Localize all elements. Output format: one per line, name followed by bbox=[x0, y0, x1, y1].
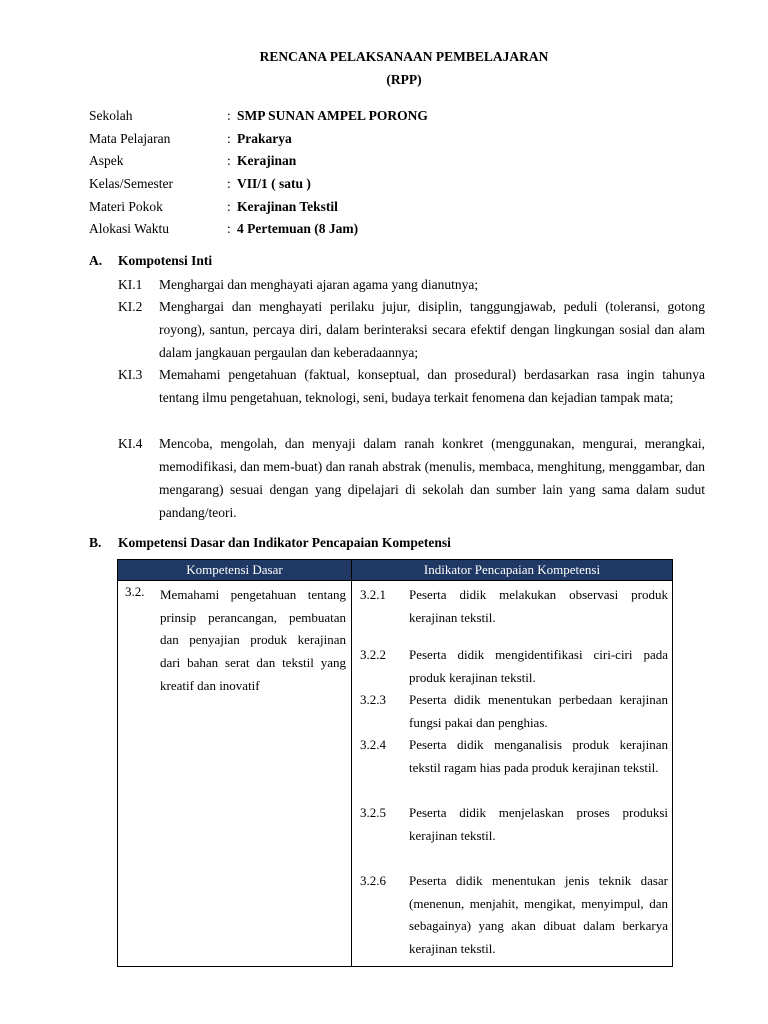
column-header-indikator: Indikator Pencapaian Kompetensi bbox=[352, 560, 673, 581]
section-letter: B. bbox=[89, 535, 102, 550]
indicator-item bbox=[360, 644, 668, 689]
identity-colon: : bbox=[227, 131, 231, 146]
table-header-row bbox=[118, 560, 673, 581]
section-b-heading bbox=[89, 533, 451, 553]
identity-label: Materi Pokok bbox=[89, 199, 163, 214]
section-title: Kompotensi Inti bbox=[118, 253, 213, 268]
kd-text: Memahami pengetahuan tentang prinsip perancangan, pembuatan dan penyajian produk kerajinan dari bahan serat dan tekstil yang kreatif dan inovatif bbox=[160, 587, 346, 693]
identity-value: 4 Pertemuan (8 Jam) bbox=[237, 221, 359, 236]
ki-code: KI.3 bbox=[118, 367, 143, 382]
ki-item-4 bbox=[118, 432, 705, 524]
ki-text: Menghargai dan menghayati ajaran agama yang dianutnya; bbox=[159, 277, 479, 292]
identity-label: Aspek bbox=[89, 153, 124, 168]
ki-item-3 bbox=[118, 363, 705, 409]
identity-value: Kerajinan Tekstil bbox=[237, 199, 338, 214]
indicator-item bbox=[360, 584, 668, 629]
ki-code: KI.2 bbox=[118, 299, 143, 314]
ki-text: Menghargai dan menghayati perilaku jujur, disiplin, tanggungjawab, peduli (toleransi, gotong royong), santun, percaya diri, dalam berinteraksi secara efektif dengan lingkungan sosial dan alam dalam jangkauan pergaulan dan keberadaannya; bbox=[159, 299, 705, 360]
identity-label: Sekolah bbox=[89, 108, 133, 123]
indicator-cell bbox=[352, 581, 673, 967]
section-letter: A. bbox=[89, 253, 103, 268]
indicator-item bbox=[360, 870, 668, 961]
indicator-number: 3.2.1 bbox=[360, 587, 386, 602]
identity-label: Alokasi Waktu bbox=[89, 221, 170, 236]
identity-label: Mata Pelajaran bbox=[89, 131, 171, 146]
ki-code: KI.1 bbox=[118, 277, 143, 292]
identity-colon: : bbox=[227, 176, 231, 191]
indicator-text: Peserta didik melakukan observasi produk kerajinan tekstil. bbox=[409, 587, 668, 625]
indicator-text: Peserta didik menentukan jenis teknik dasar (menenun, menjahit, mengikat, menyimpul, dan sebagainya) yang akan dibuat dalam berkarya kerajinan tekstil. bbox=[409, 873, 668, 957]
ki-item-2 bbox=[118, 295, 705, 364]
indicator-number: 3.2.5 bbox=[360, 805, 386, 820]
competency-table bbox=[117, 559, 673, 967]
document-title: RENCANA PELAKSANAAN PEMBELAJARAN bbox=[259, 49, 549, 64]
ki-code: KI.4 bbox=[118, 436, 143, 451]
identity-value: VII/1 ( satu ) bbox=[237, 176, 311, 191]
identity-value: Kerajinan bbox=[237, 153, 297, 168]
kd-number: 3.2. bbox=[125, 584, 145, 599]
indicator-number: 3.2.2 bbox=[360, 647, 386, 662]
identity-value: SMP SUNAN AMPEL PORONG bbox=[237, 108, 428, 123]
document-subtitle: (RPP) bbox=[386, 72, 422, 87]
section-title: Kompetensi Dasar dan Indikator Pencapaian Kompetensi bbox=[118, 535, 451, 550]
indicator-item bbox=[360, 734, 668, 779]
indicator-text: Peserta didik menganalisis produk kerajinan tekstil ragam hias pada produk kerajinan tekstil. bbox=[409, 737, 668, 775]
indicator-number: 3.2.3 bbox=[360, 692, 386, 707]
indicator-number: 3.2.6 bbox=[360, 873, 386, 888]
identity-colon: : bbox=[227, 221, 231, 236]
ki-text: Memahami pengetahuan (faktual, konseptual, dan prosedural) berdasarkan rasa ingin tahunya tentang ilmu pengetahuan, teknologi, seni, budaya terkait fenomena dan kejadian tampak mata; bbox=[159, 367, 705, 405]
indicator-item bbox=[360, 802, 668, 847]
identity-colon: : bbox=[227, 108, 231, 123]
identity-colon: : bbox=[227, 199, 231, 214]
table-row bbox=[118, 581, 673, 967]
indicator-item bbox=[360, 689, 668, 734]
indicator-number: 3.2.4 bbox=[360, 737, 386, 752]
kd-cell bbox=[118, 581, 352, 967]
indicator-text: Peserta didik mengidentifikasi ciri-ciri pada produk kerajinan tekstil. bbox=[409, 647, 668, 685]
ki-text: Mencoba, mengolah, dan menyaji dalam ranah konkret (menggunakan, mengurai, merangkai, memodifikasi, dan mem-buat) dan ranah abstrak (menulis, membaca, menghitung, menggambar, dan mengarang) sesuai dengan yang dipelajari di sekolah dan sumber lain yang sama dalam sudut pandang/teori. bbox=[159, 436, 705, 520]
identity-colon: : bbox=[227, 153, 231, 168]
column-header-kompetensi-dasar: Kompetensi Dasar bbox=[118, 560, 352, 581]
identity-label: Kelas/Semester bbox=[89, 176, 173, 191]
indicator-text: Peserta didik menjelaskan proses produksi kerajinan tekstil. bbox=[409, 805, 668, 843]
indicator-text: Peserta didik menentukan perbedaan kerajinan fungsi pakai dan penghias. bbox=[409, 692, 668, 730]
ki-item-1 bbox=[118, 273, 705, 296]
section-a-heading bbox=[89, 251, 212, 271]
identity-value: Prakarya bbox=[237, 131, 292, 146]
